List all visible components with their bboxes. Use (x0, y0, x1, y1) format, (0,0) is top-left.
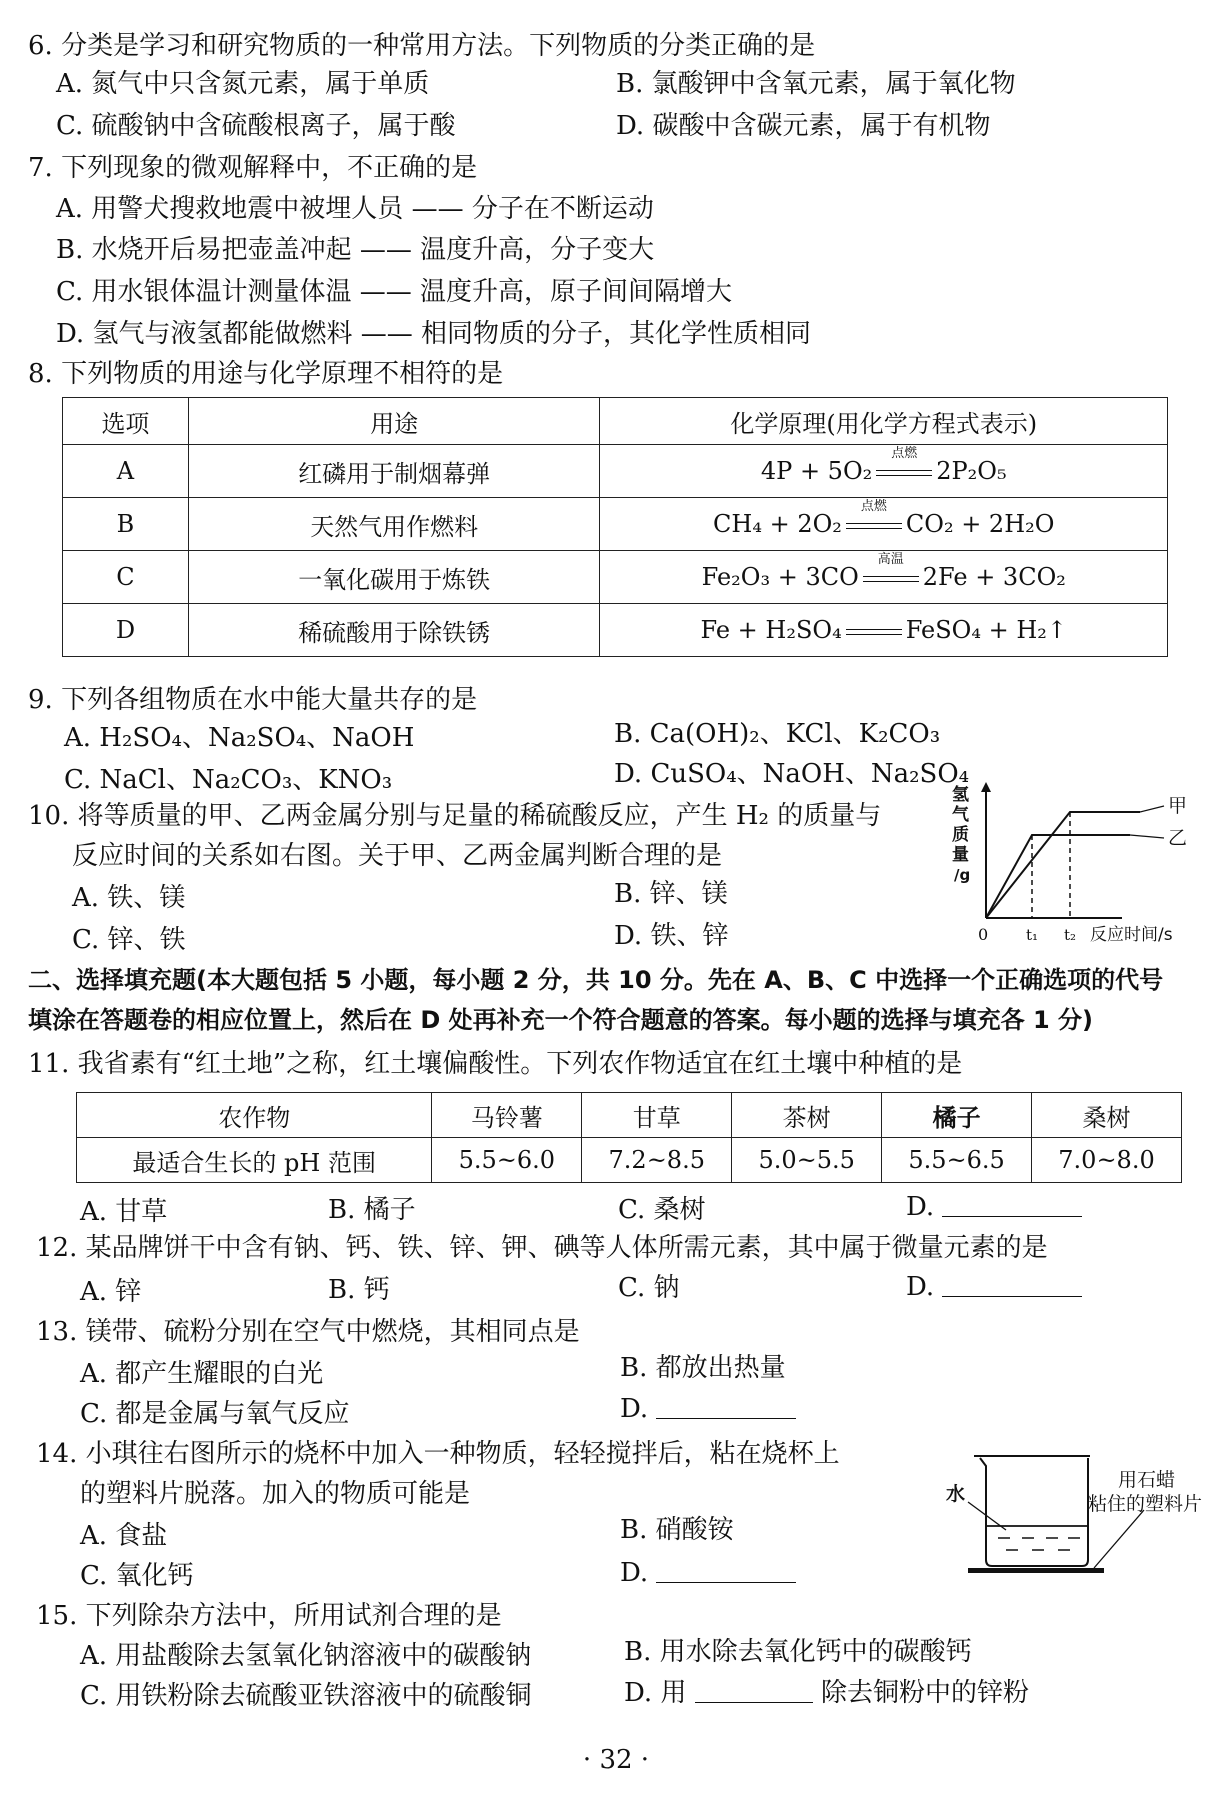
q8-row-use: 红磷用于制烟幕弹 (188, 445, 600, 498)
q11-crop: 橘子 (882, 1093, 1032, 1138)
q13-option-b: B. 都放出热量 (620, 1353, 786, 1383)
equation-products: 2Fe + 3CO₂ (922, 563, 1066, 591)
table-row (63, 498, 1168, 551)
q7-option-b: B. 水烧开后易把壶盖冲起 —— 温度升高，分子变大 (56, 235, 655, 265)
sheet-label-line1: 用石蜡 (1118, 1469, 1176, 1491)
page-number: · 32 · (582, 1745, 650, 1775)
graph-origin: 0 (978, 925, 989, 944)
q8-row-use: 天然气用作燃料 (188, 498, 600, 551)
q11-crop: 马铃薯 (432, 1093, 582, 1138)
q14-option-c: C. 氧化钙 (80, 1561, 194, 1591)
graph-ylabel-2: 气 (952, 805, 969, 825)
q13-option-c: C. 都是金属与氧气反应 (80, 1399, 350, 1429)
q14-option-a: A. 食盐 (80, 1521, 168, 1551)
table-row (63, 551, 1168, 604)
q11-ph: 7.2~8.5 (582, 1138, 732, 1183)
q10-graph (950, 780, 1222, 950)
q10-option-a: A. 铁、镁 (72, 883, 186, 913)
graph-leader-jia (1140, 806, 1164, 812)
q8-row-use: 一氧化碳用于炼铁 (188, 551, 600, 604)
q10-stem-line2: 反应时间的关系如右图。关于甲、乙两金属判断合理的是 (72, 841, 723, 871)
q8-header-use: 用途 (188, 398, 600, 445)
q7-option-d: D. 氢气与液氢都能做燃料 —— 相同物质的分子，其化学性质相同 (56, 319, 811, 349)
q12-stem: 12. 某品牌饼干中含有钠、钙、铁、锌、钾、碘等人体所需元素，其中属于微量元素的是 (36, 1233, 1048, 1263)
q11-crop: 茶树 (732, 1093, 882, 1138)
q8-header-principle: 化学原理(用化学方程式表示) (600, 398, 1168, 445)
q8-row-option: D (63, 604, 189, 657)
reaction-condition: 高温 (863, 567, 919, 591)
q14-option-d: D. (620, 1556, 796, 1589)
q8-stem: 8. 下列物质的用途与化学原理不相符的是 (28, 359, 504, 389)
answer-blank[interactable] (942, 1270, 1082, 1297)
equation-reactants: Fe + H₂SO₄ (700, 616, 842, 644)
equation-reactants: 4P + 5O₂ (760, 457, 873, 485)
graph-t2-label: t₂ (1064, 926, 1077, 944)
q6-option-b: B. 氯酸钾中含氧元素，属于氧化物 (616, 69, 1016, 99)
q11-crop: 甘草 (582, 1093, 732, 1138)
answer-blank[interactable] (942, 1190, 1082, 1217)
graph-series-jia (986, 812, 1140, 918)
equation-products: CO₂ + 2H₂O (905, 510, 1055, 538)
equation-reactants: CH₄ + 2O₂ (713, 510, 842, 538)
q11-header-crop: 农作物 (77, 1093, 432, 1138)
q8-row-equation (600, 604, 1168, 657)
q11-option-b: B. 橘子 (328, 1195, 416, 1225)
q11-ph: 7.0~8.0 (1032, 1138, 1182, 1183)
q6-option-a: A. 氮气中只含氮元素，属于单质 (56, 69, 430, 99)
sheet-label-line2: 粘住的塑料片 (1088, 1493, 1203, 1515)
graph-leader-yi (1130, 835, 1164, 838)
graph-legend-yi: 乙 (1168, 827, 1188, 849)
graph-xlabel: 反应时间/s (1090, 925, 1173, 945)
graph-y-arrow (981, 782, 991, 792)
q11-ph: 5.5~6.0 (432, 1138, 582, 1183)
q8-row-option: A (63, 445, 189, 498)
graph-ylabel-4: 量 (952, 845, 969, 865)
q11-ph: 5.0~5.5 (732, 1138, 882, 1183)
q14-stem-line1: 14. 小琪往右图所示的烧杯中加入一种物质，轻轻搅拌后，粘在烧杯上 (36, 1439, 840, 1469)
graph-series-yi (986, 835, 1130, 918)
reaction-condition: 点燃 (876, 461, 932, 485)
q13-option-a: A. 都产生耀眼的白光 (80, 1359, 324, 1389)
q8-row-use: 稀硫酸用于除铁锈 (188, 604, 600, 657)
q8-row-option: C (63, 551, 189, 604)
q8-header-option: 选项 (63, 398, 189, 445)
q12-option-b: B. 钙 (328, 1275, 390, 1305)
answer-blank[interactable] (656, 1556, 796, 1583)
sheet-leader (1094, 1510, 1144, 1568)
graph-t1-label: t₁ (1026, 926, 1039, 944)
q14-option-b: B. 硝酸铵 (620, 1515, 734, 1545)
q7-stem: 7. 下列现象的微观解释中，不正确的是 (28, 153, 478, 183)
q12-option-a: A. 锌 (80, 1277, 142, 1307)
table-row (63, 445, 1168, 498)
section2-heading-line2: 填涂在答题卷的相应位置上，然后在 D 处再补充一个符合题意的答案。每小题的选择与填充各 1 分) (28, 1006, 1094, 1034)
q11-option-c: C. 桑树 (618, 1195, 706, 1225)
q10-stem-line1: 10. 将等质量的甲、乙两金属分别与足量的稀硫酸反应，产生 H₂ 的质量与 (28, 801, 882, 831)
q8-row-equation (600, 445, 1168, 498)
q11-table (76, 1092, 1182, 1183)
graph-legend-jia: 甲 (1168, 795, 1188, 817)
q10-option-d: D. 铁、锌 (614, 921, 729, 951)
q6-option-d: D. 碳酸中含碳元素，属于有机物 (616, 111, 991, 141)
q10-option-b: B. 锌、镁 (614, 879, 728, 909)
graph-ylabel-unit: /g (954, 866, 971, 884)
q15-option-d: D. 用 除去铜粉中的锌粉 (624, 1678, 1029, 1708)
reaction-condition (846, 620, 902, 644)
q9-option-a: A. H₂SO₄、Na₂SO₄、NaOH (64, 723, 415, 753)
answer-blank[interactable] (695, 1676, 813, 1703)
q14-beaker-figure (940, 1448, 1220, 1578)
q15-option-c: C. 用铁粉除去硫酸亚铁溶液中的硫酸铜 (80, 1681, 532, 1711)
table-row (77, 1093, 1182, 1138)
q11-stem: 11. 我省素有“红土地”之称，红土壤偏酸性。下列农作物适宜在红土壤中种植的是 (28, 1049, 963, 1079)
q8-table (62, 397, 1168, 657)
q11-ph: 5.5~6.5 (882, 1138, 1032, 1183)
q6-stem: 6. 分类是学习和研究物质的一种常用方法。下列物质的分类正确的是 (28, 31, 816, 61)
q9-option-d: D. CuSO₄、NaOH、Na₂SO₄ (614, 759, 970, 789)
water-label: 水 (946, 1483, 966, 1505)
q9-stem: 9. 下列各组物质在水中能大量共存的是 (28, 685, 478, 715)
q14-stem-line2: 的塑料片脱落。加入的物质可能是 (80, 1479, 471, 1509)
q11-crop: 桑树 (1032, 1093, 1182, 1138)
q8-row-option: B (63, 498, 189, 551)
q9-option-b: B. Ca(OH)₂、KCl、K₂CO₃ (614, 719, 941, 749)
q12-option-c: C. 钠 (618, 1273, 680, 1303)
equation-reactants: Fe₂O₃ + 3CO (701, 563, 859, 591)
q15-option-b: B. 用水除去氧化钙中的碳酸钙 (624, 1637, 972, 1667)
graph-ylabel-1: 氢 (952, 785, 969, 805)
q7-option-a: A. 用警犬搜救地震中被埋人员 —— 分子在不断运动 (56, 194, 654, 224)
q11-header-ph: 最适合生长的 pH 范围 (77, 1138, 432, 1183)
q9-option-c: C. NaCl、Na₂CO₃、KNO₃ (64, 765, 393, 795)
q7-option-c: C. 用水银体温计测量体温 —— 温度升高，原子间间隔增大 (56, 277, 733, 307)
q11-option-d: D. (906, 1190, 1082, 1223)
graph-ylabel-3: 质 (952, 825, 969, 845)
q12-option-d: D. (906, 1270, 1082, 1303)
section2-heading-line1: 二、选择填充题(本大题包括 5 小题，每小题 2 分，共 10 分。先在 A、B、C 中选择一个正确选项的代号 (28, 966, 1164, 994)
table-row (77, 1138, 1182, 1183)
q10-option-c: C. 锌、铁 (72, 925, 186, 955)
q8-row-equation (600, 498, 1168, 551)
q15-stem: 15. 下列除杂方法中，所用试剂合理的是 (36, 1601, 502, 1631)
equation-products: 2P₂O₅ (936, 457, 1007, 485)
q13-option-d: D. (620, 1392, 796, 1425)
equation-products: FeSO₄ + H₂↑ (905, 616, 1067, 644)
q13-stem: 13. 镁带、硫粉分别在空气中燃烧，其相同点是 (36, 1317, 580, 1347)
table-row (63, 604, 1168, 657)
q15-option-a: A. 用盐酸除去氢氧化钠溶液中的碳酸钠 (80, 1641, 532, 1671)
q8-row-equation (600, 551, 1168, 604)
q11-option-a: A. 甘草 (80, 1197, 168, 1227)
water-dashes (998, 1538, 1080, 1550)
answer-blank[interactable] (656, 1392, 796, 1419)
reaction-condition: 点燃 (846, 514, 902, 538)
plastic-sheet (968, 1568, 1104, 1573)
q6-option-c: C. 硫酸钠中含硫酸根离子，属于酸 (56, 111, 456, 141)
